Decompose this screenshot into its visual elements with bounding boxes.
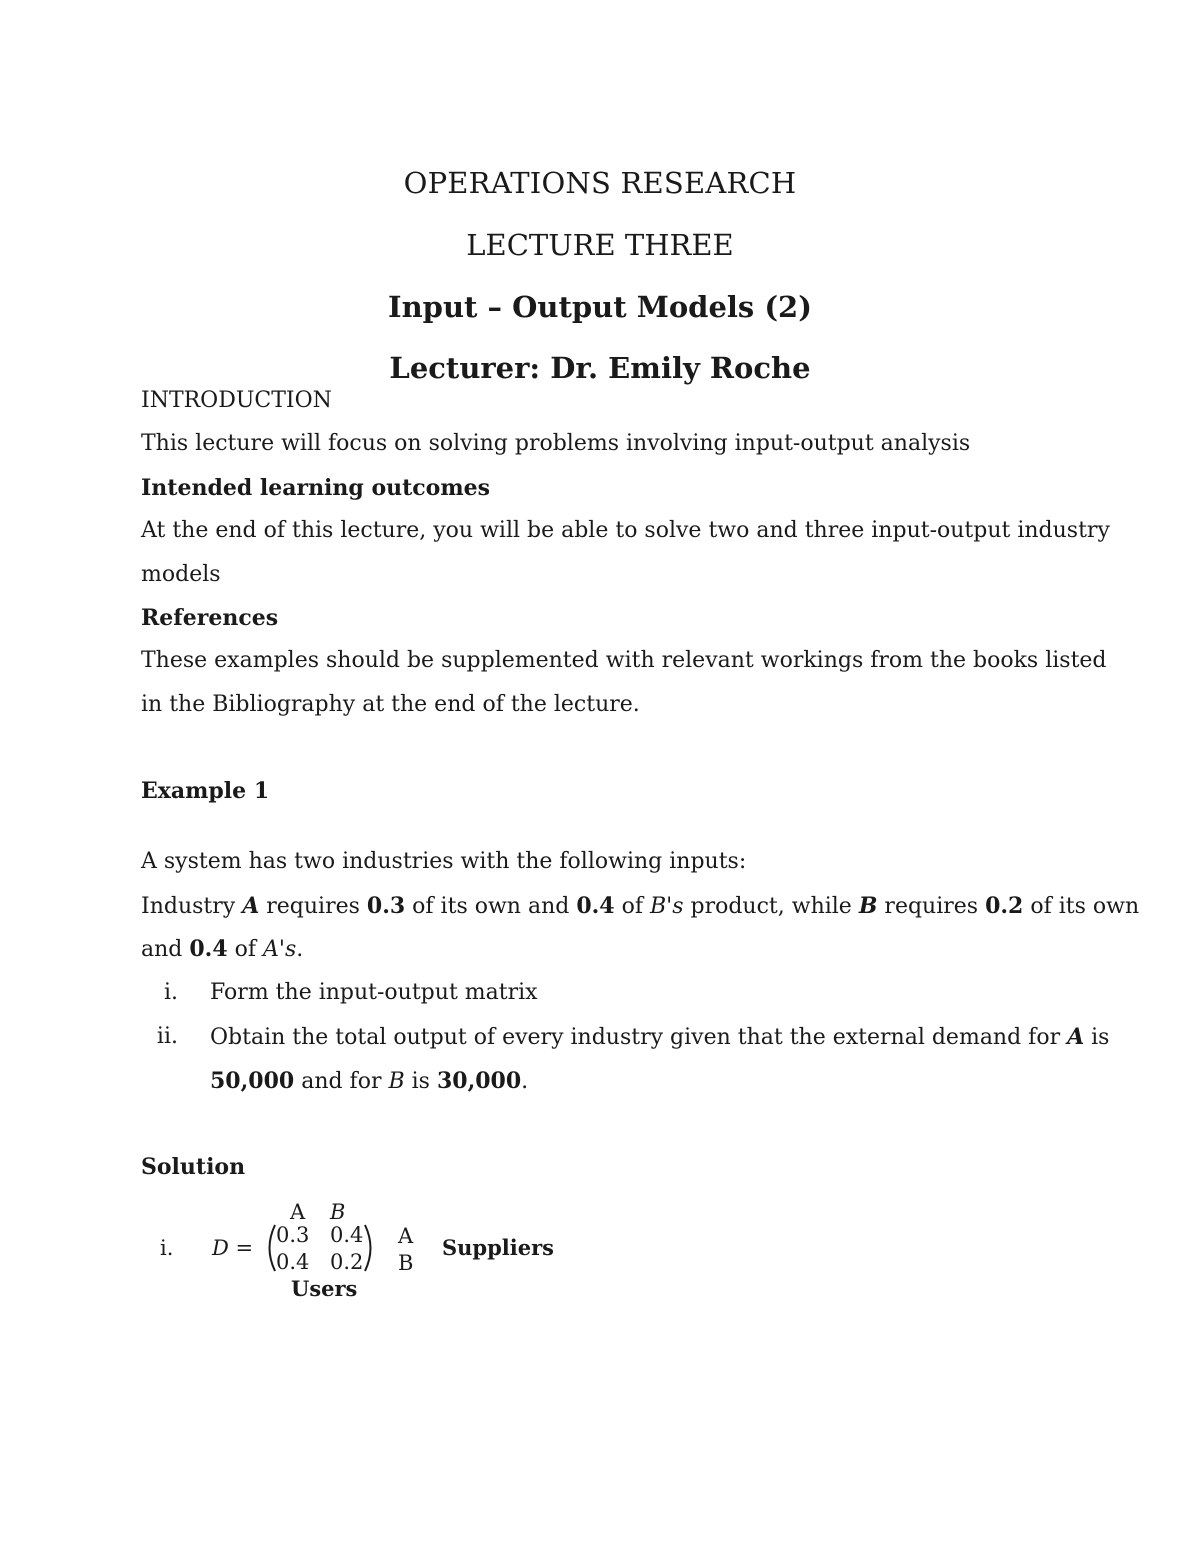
outcomes-line-2: models [141, 562, 221, 587]
lecture-number: LECTURE THREE [466, 228, 734, 262]
references-line-2: in the Bibliography at the end of the lecture. [141, 692, 640, 717]
matrix-column-a: A [290, 1200, 306, 1224]
references-heading: References [141, 605, 279, 631]
item-ii-line-2: 50,000 and for B is 30,000. [210, 1068, 529, 1094]
intro-heading: INTRODUCTION [141, 388, 332, 413]
solution-heading: Solution [141, 1154, 246, 1180]
item-number-i: i. [163, 980, 178, 1005]
references-line-1: These examples should be supplemented with relevant workings from the books listed [141, 648, 1107, 673]
example-heading: Example 1 [141, 778, 270, 804]
intro-text: This lecture will focus on solving problems involving input-output analysis [141, 431, 971, 456]
lecture-topic: Input – Output Models (2) [388, 290, 812, 324]
outcomes-heading: Intended learning outcomes [141, 475, 491, 501]
item-i-text: Form the input-output matrix [210, 980, 538, 1005]
lecturer-name: Lecturer: Dr. Emily Roche [389, 351, 811, 385]
solution-item-number: i. [160, 1236, 174, 1260]
suppliers-label: Suppliers [442, 1235, 555, 1260]
matrix-cell-r1c2: 0.4 [330, 1223, 364, 1247]
matrix-column-b: B [330, 1200, 346, 1224]
right-paren-icon [362, 1222, 378, 1274]
matrix-row-a: A [398, 1224, 414, 1248]
matrix-cell-r1c1: 0.3 [276, 1223, 310, 1247]
item-number-ii: ii. [156, 1024, 178, 1049]
matrix-label: D = [212, 1236, 254, 1260]
item-ii-line-1: Obtain the total output of every industry given that the external demand for A is [210, 1024, 1110, 1050]
outcomes-line-1: At the end of this lecture, you will be able to solve two and three input-output industry [141, 518, 1110, 543]
example-intro: A system has two industries with the following inputs: [141, 849, 747, 874]
matrix-cell-r2c2: 0.2 [330, 1250, 364, 1274]
example-statement-line-1: Industry A requires 0.3 of its own and 0.4 of B's product, while B requires 0.2 of its own [141, 893, 1140, 919]
course-title: OPERATIONS RESEARCH [403, 166, 797, 200]
example-statement-line-2: and 0.4 of A's. [141, 936, 304, 962]
matrix-row-b: B [398, 1251, 414, 1275]
matrix-cell-r2c1: 0.4 [276, 1250, 310, 1274]
users-label: Users [291, 1276, 358, 1301]
